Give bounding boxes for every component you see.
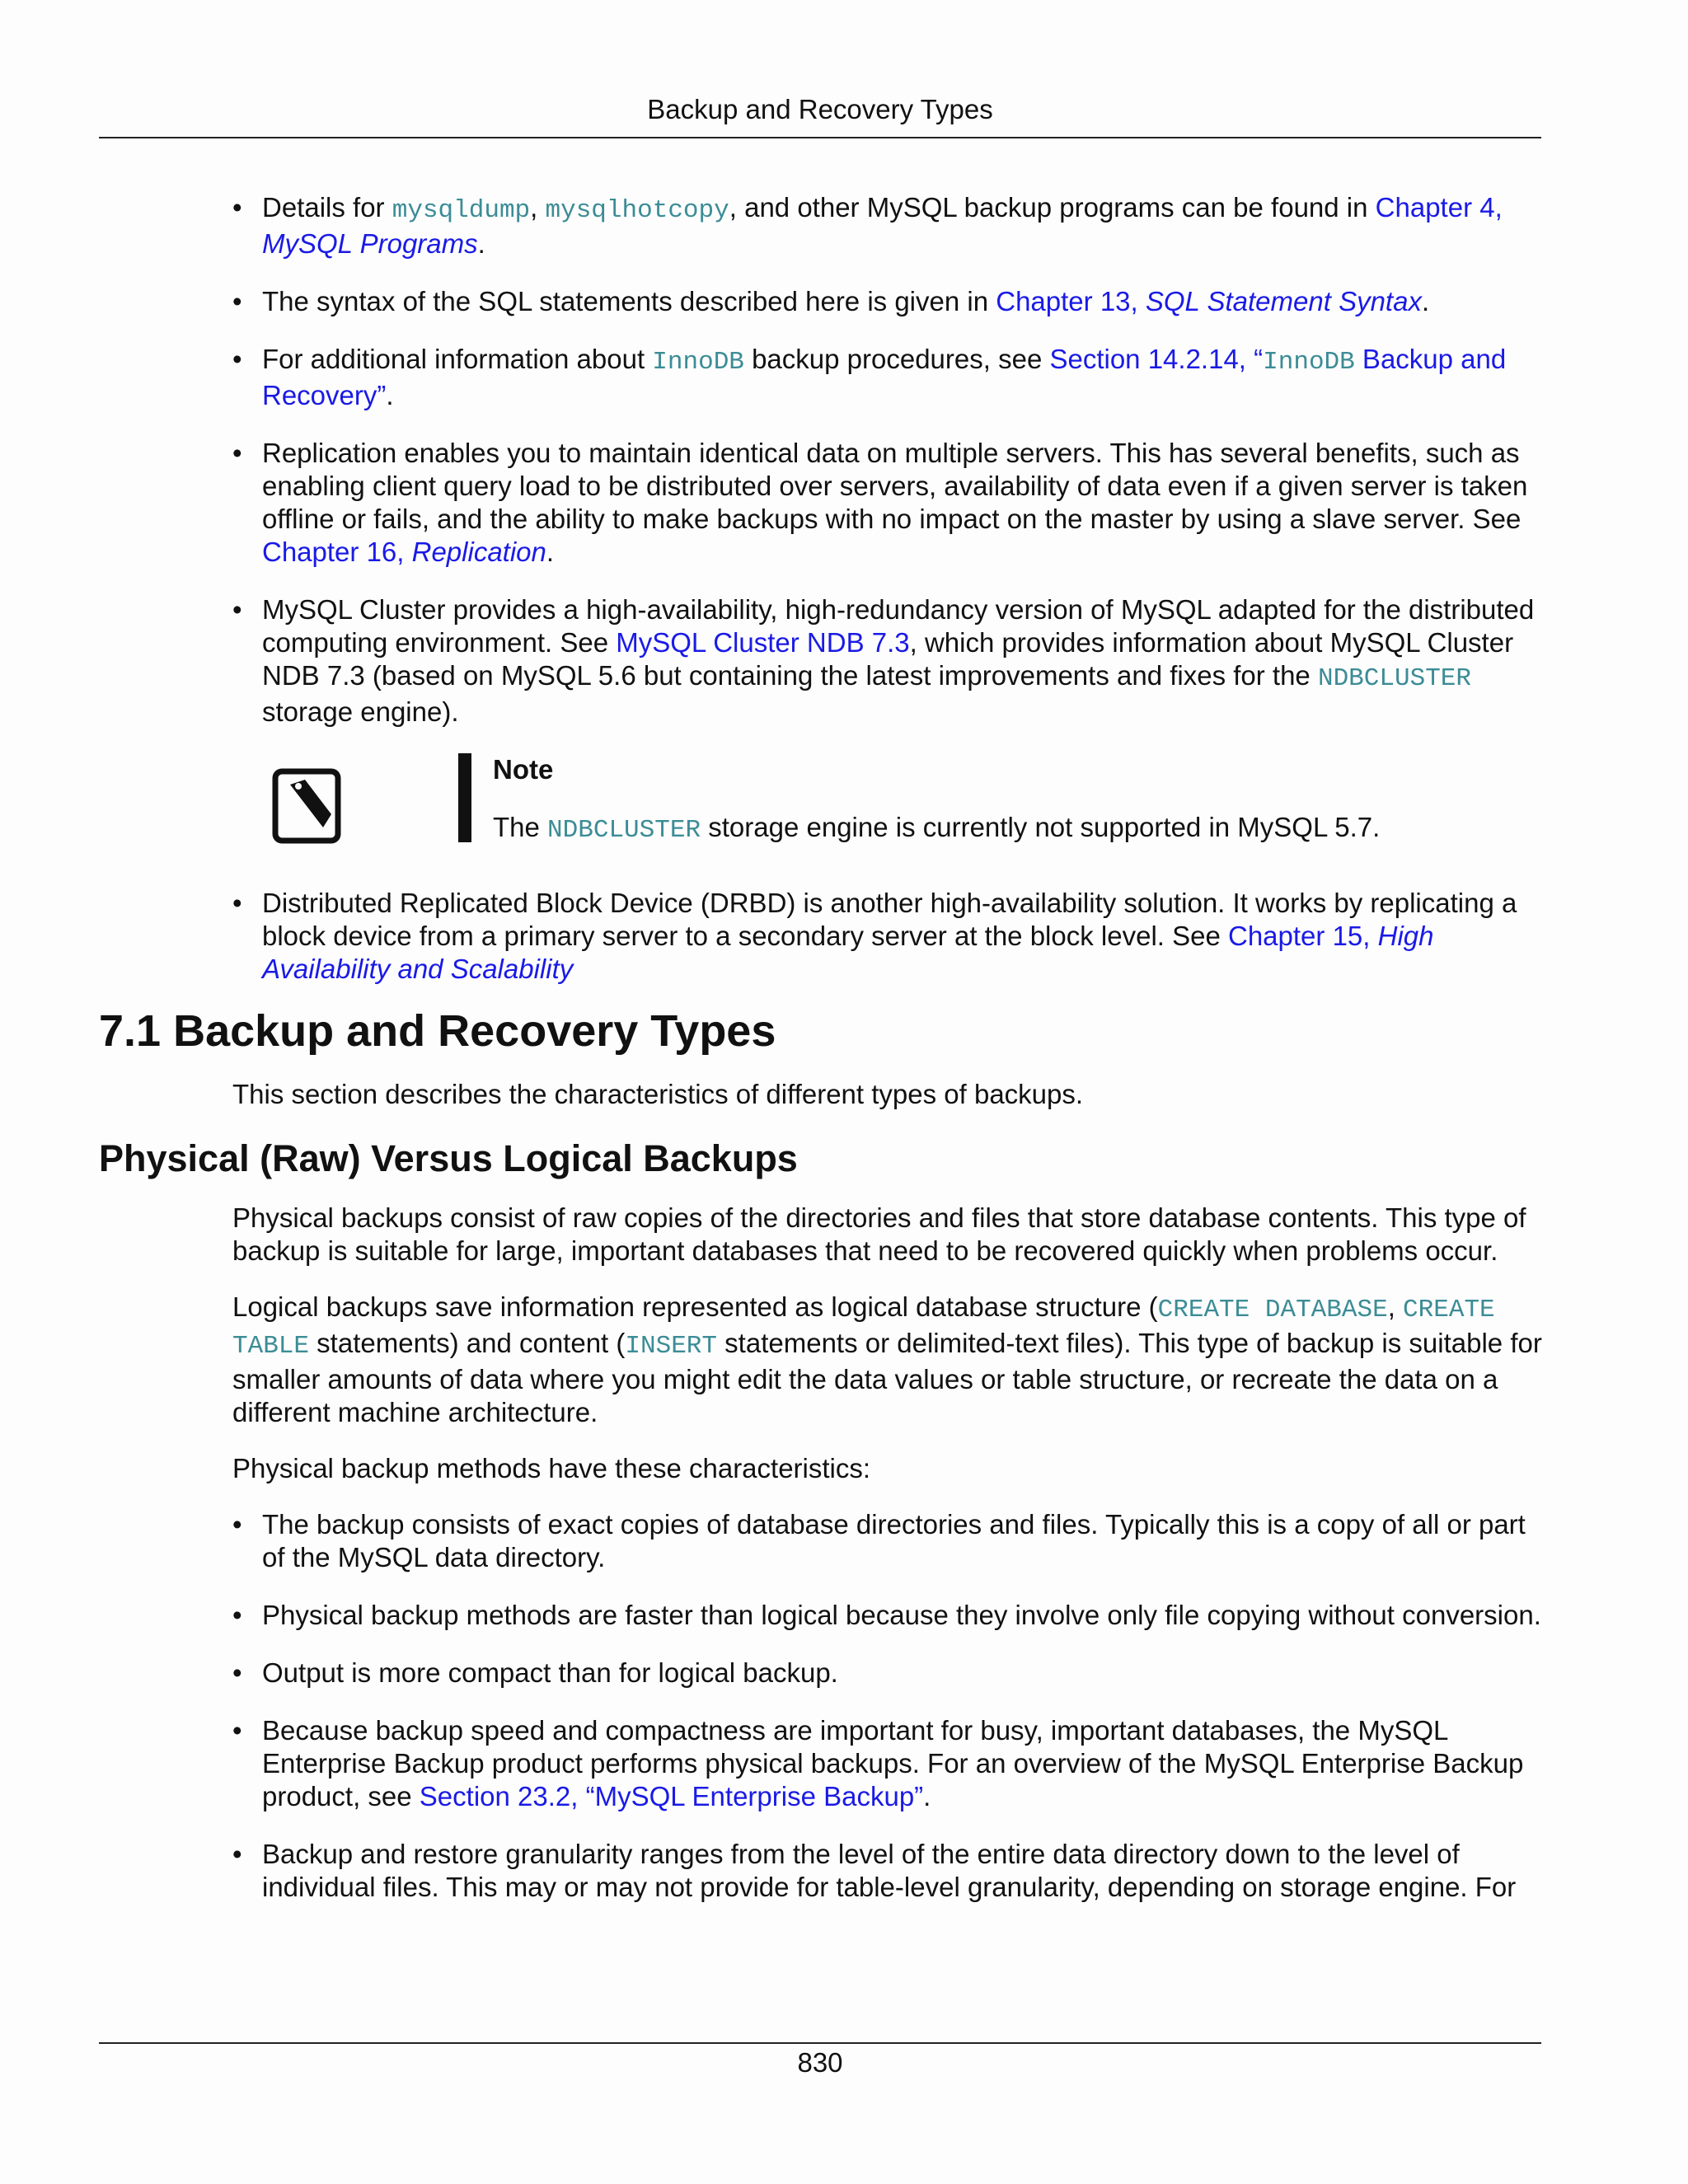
running-header: Backup and Recovery Types: [647, 94, 993, 124]
note-box: [99, 753, 1543, 859]
section-intro: This section describes the characteristics of different types of backups.: [232, 1079, 1084, 1109]
note-bar: [458, 753, 471, 842]
page-number: 830: [797, 2047, 843, 2078]
physical-bullet-list: [232, 1508, 1543, 1904]
list-item: • The backup consists of exact copies of database directories and files. Typically this is a copy of all or part of the MySQL data directory.: [232, 1508, 1543, 1574]
link-chapter-13[interactable]: Chapter 13, SQL Statement Syntax: [996, 286, 1422, 316]
link-section-14-2-14[interactable]: Section 14.2.14, “InnoDB Backup and Recovery”: [262, 344, 1507, 410]
header-rule: [99, 137, 1541, 138]
drbd-bullet-list: [232, 887, 1543, 986]
code-innodb: InnoDB: [652, 348, 744, 377]
list-item: • MySQL Cluster provides a high-availability, high-redundancy version of MySQL adapted for the distributed computing environment. See MySQL Cluster NDB 7.3, which provides information about MySQL Cluster NDB 7.3 (based on MySQL 5.6 but containing the latest improvements and fixes for the NDBCLUSTER storage engine).: [232, 593, 1543, 729]
list-item: • Details for mysqldump, mysqlhotcopy, and other MySQL backup programs can be found in Chapter 4, MySQL Programs.: [232, 191, 1543, 260]
code-mysqldump: mysqldump: [392, 196, 531, 225]
footer-rule: [99, 2042, 1541, 2044]
page-content: [99, 191, 1543, 1929]
note-title: Note: [493, 754, 554, 785]
list-item: • For additional information about InnoDB backup procedures, see Section 14.2.14, “InnoDB Backup and Recovery”.: [232, 343, 1543, 412]
paragraph: Logical backups save information represented as logical database structure (CREATE DATABASE, CREATE TABLE statements) and content (INSERT statements or delimited-text files). This type of backup is suitable for smaller amounts of data where you might edit the data values or table structure, or recreate the data on a different machine architecture.: [232, 1291, 1542, 1427]
list-item: • Backup and restore granularity ranges from the level of the entire data directory down to the level of individual files. This may or may not provide for table-level granularity, depending on storage engine. For: [232, 1838, 1543, 1904]
link-chapter-4[interactable]: Chapter 4, MySQL Programs: [262, 192, 1503, 259]
section-heading: 7.1 Backup and Recovery Types: [99, 1006, 776, 1056]
list-item: • Output is more compact than for logical backup.: [232, 1657, 1543, 1690]
note-text: The NDBCLUSTER storage engine is currently not supported in MySQL 5.7.: [493, 812, 1381, 845]
paragraph: Physical backup methods have these characteristics:: [232, 1453, 871, 1483]
list-item: • Because backup speed and compactness are important for busy, important databases, the MySQL Enterprise Backup product performs physical backups. For an overview of the MySQL Enterprise Backup product, see Section 23.2, “MySQL Enterprise Backup”.: [232, 1714, 1543, 1813]
list-item: • Distributed Replicated Block Device (DRBD) is another high-availability solution. It works by replicating a block device from a primary server to a secondary server at the block level. See Chapter 15, High Availability and Scalability: [232, 887, 1543, 986]
list-item: • Replication enables you to maintain identical data on multiple servers. This has several benefits, such as enabling client query load to be distributed over servers, availability of data even if a given server is taken offline or fails, and the ability to make backups with no impact on the master by using a slave server. See Chapter 16, Replication.: [232, 437, 1543, 569]
note-icon: [272, 768, 341, 844]
link-section-23-2[interactable]: Section 23.2, “MySQL Enterprise Backup”: [419, 1781, 924, 1811]
code-mysqlhotcopy: mysqlhotcopy: [545, 196, 729, 225]
list-item: • Physical backup methods are faster than logical because they involve only file copying without conversion.: [232, 1599, 1543, 1632]
paragraph: Physical backups consist of raw copies of the directories and files that store database contents. This type of backup is suitable for large, important databases that need to be recovered quickly when problems occur.: [232, 1202, 1526, 1266]
intro-bullet-list: [232, 191, 1543, 729]
subsection-heading: Physical (Raw) Versus Logical Backups: [99, 1137, 798, 1179]
list-item: • The syntax of the SQL statements described here is given in Chapter 13, SQL Statement Syntax.: [232, 285, 1543, 318]
link-mysql-cluster-ndb[interactable]: MySQL Cluster NDB 7.3: [616, 627, 910, 658]
link-chapter-16[interactable]: Chapter 16, Replication: [262, 537, 546, 567]
link-chapter-15[interactable]: Chapter 15, High Availability and Scalability: [262, 921, 1434, 984]
code-ndbcluster: NDBCLUSTER: [1317, 664, 1471, 693]
